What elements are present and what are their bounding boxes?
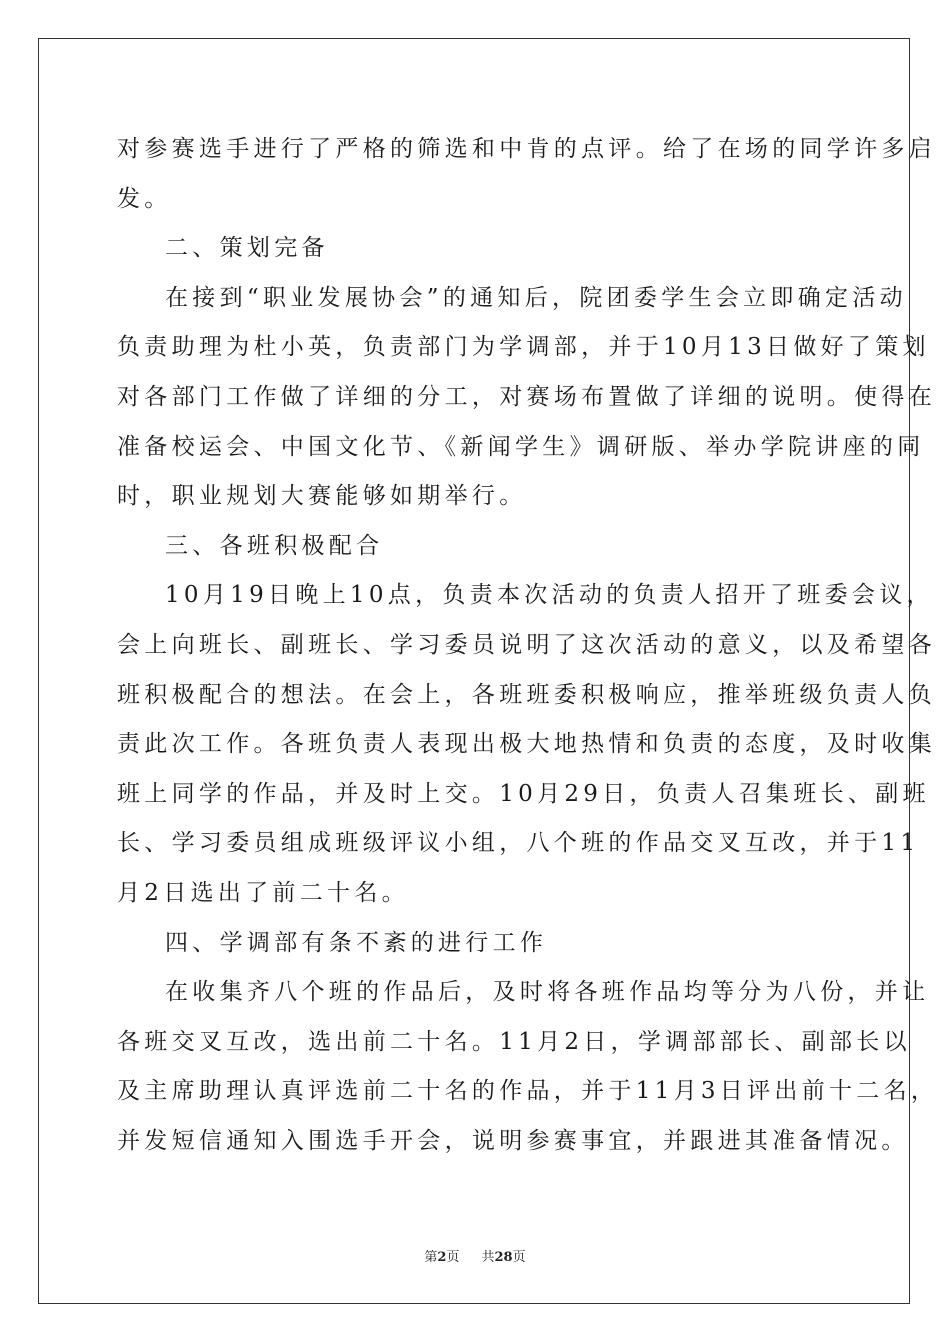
- footer-page-prefix: 第: [424, 1250, 438, 1265]
- text-line: 在接到“职业发展协会”的通知后，院团委学生会立即确定活动: [165, 284, 907, 311]
- footer-total-number: 28: [494, 1250, 513, 1265]
- text-line: 10月19日晚上10点，负责本次活动的负责人招开了班委会议，: [165, 582, 934, 609]
- footer-page-suffix: 页: [446, 1250, 460, 1265]
- page-footer: [0, 1246, 950, 1265]
- text-line: 负责助理为杜小英，负责部门为学调部，并于10月13日做好了策划: [117, 334, 930, 361]
- text-line: 时，职业规划大赛能够如期举行。: [117, 483, 527, 510]
- text-line: 各班交叉互改，选出前二十名。11月2日，学调部部长、副部长以: [117, 1028, 911, 1055]
- text-line: 四、学调部有条不紊的进行工作: [165, 929, 548, 956]
- text-line: 长、学习委员组成班级评议小组，八个班的作品交叉互改，并于11: [117, 830, 920, 857]
- footer-total-suffix: 页: [512, 1250, 526, 1265]
- text-line: 并发短信通知入围选手开会，说明参赛事宜，并跟进其准备情况。: [117, 1127, 909, 1154]
- document-body: [117, 125, 939, 1166]
- text-line: 发。: [117, 185, 172, 212]
- text-line: 责此次工作。各班负责人表现出极大地热情和负责的态度，及时收集: [117, 731, 936, 758]
- text-line: 对各部门工作做了详细的分工，对赛场布置做了详细的说明。使得在: [117, 383, 936, 410]
- text-line: 及主席助理认真评选前二十名的作品，并于11月3日评出前十二名，: [117, 1078, 939, 1105]
- text-line: 班积极配合的想法。在会上，各班班委积极响应，推举班级负责人负: [117, 681, 936, 708]
- footer-total-prefix: 共: [481, 1250, 495, 1265]
- text-line: 在收集齐八个班的作品后，及时将各班作品均等分为八份，并让: [165, 979, 930, 1006]
- text-line: 月2日选出了前二十名。: [117, 879, 409, 906]
- text-line: 对参赛选手进行了严格的筛选和中肯的点评。给了在场的同学许多启: [117, 136, 936, 162]
- text-line: 二、策划完备: [165, 235, 329, 262]
- text-line: 三、各班积极配合: [165, 532, 384, 559]
- text-line: 班上同学的作品，并及时上交。10月29日，负责人召集班长、副班: [117, 780, 930, 807]
- text-line: 会上向班长、副班长、学习委员说明了这次活动的意义，以及希望各: [117, 631, 936, 658]
- text-line: 准备校运会、中国文化节、《新闻学生》调研版、举办学院讲座的同: [117, 433, 925, 460]
- footer-page-number: 2: [437, 1250, 447, 1265]
